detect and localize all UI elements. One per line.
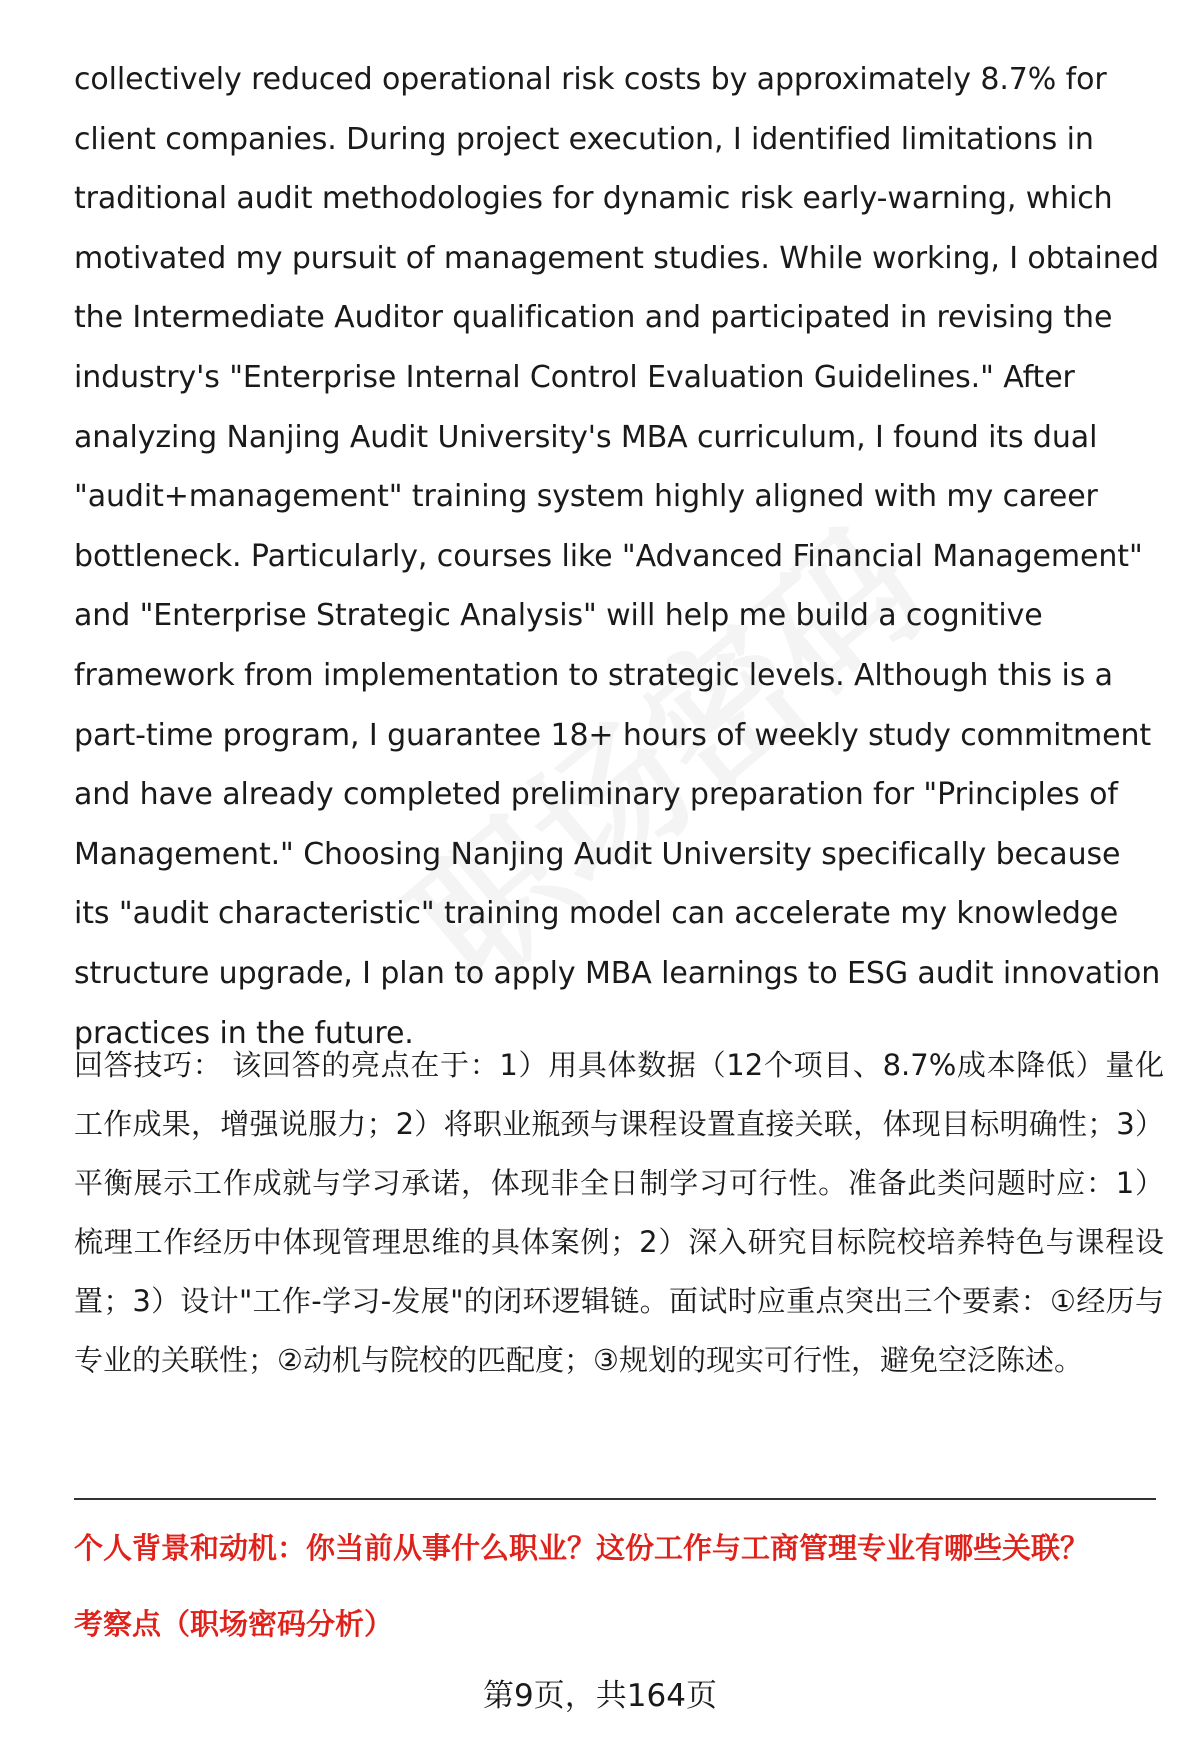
checkpoint-heading: 考察点（职场密码分析）: [74, 1607, 394, 1641]
answer-tips-paragraph: 回答技巧： 该回答的亮点在于：1）用具体数据（12个项目、8.7%成本降低）量化工作成果，增强说服力；2）将职业瓶颈与课程设置直接关联，体现目标明确性；3）平衡展示工作成就与学习承诺，体现非全日制学习可行性。准备此类问题时应：1）梳理工作经历中体现管理思维的具体案例；2）深入研究目标院校培养特色与课程设置；3）设计"工作-学习-发展"的闭环逻辑链。面试时应重点突出三个要素：①经历与专业的关联性；②动机与院校的匹配度；③规划的现实可行性，避免空泛陈述。: [74, 1048, 1164, 1377]
answer-paragraph: collectively reduced operational risk costs by approximately 8.7% for client companies. During project execution, I identified limitations in traditional audit methodologies for dynamic risk early-warning, which motivated my pursuit of management studies. While working, I obtained the Intermediate Auditor qualification and participated in revising the industry's "Enterprise Internal Control Evaluation Guidelines." After analyzing Nanjing Audit University's MBA curriculum, I found its dual "audit+management" training system highly aligned with my career bottleneck. Particularly, courses like "Advanced Financial Management" and "Enterprise Strategic Analysis" will help me build a cognitive framework from implementation to strategic levels. Although this is a part-time program, I guarantee 18+ hours of weekly study commitment and have already completed preliminary preparation for "Principles of Management." Choosing Nanjing Audit University specifically because its "audit characteristic" training model can accelerate my knowledge structure upgrade, I plan to apply MBA learnings to ESG audit innovation practices in the future.: [74, 62, 1161, 1051]
question-heading: 个人背景和动机：你当前从事什么职业？这份工作与工商管理专业有哪些关联？: [74, 1531, 1090, 1565]
page-number-footer: 第9页，共164页: [483, 1678, 717, 1714]
section-divider: [74, 1498, 1156, 1500]
